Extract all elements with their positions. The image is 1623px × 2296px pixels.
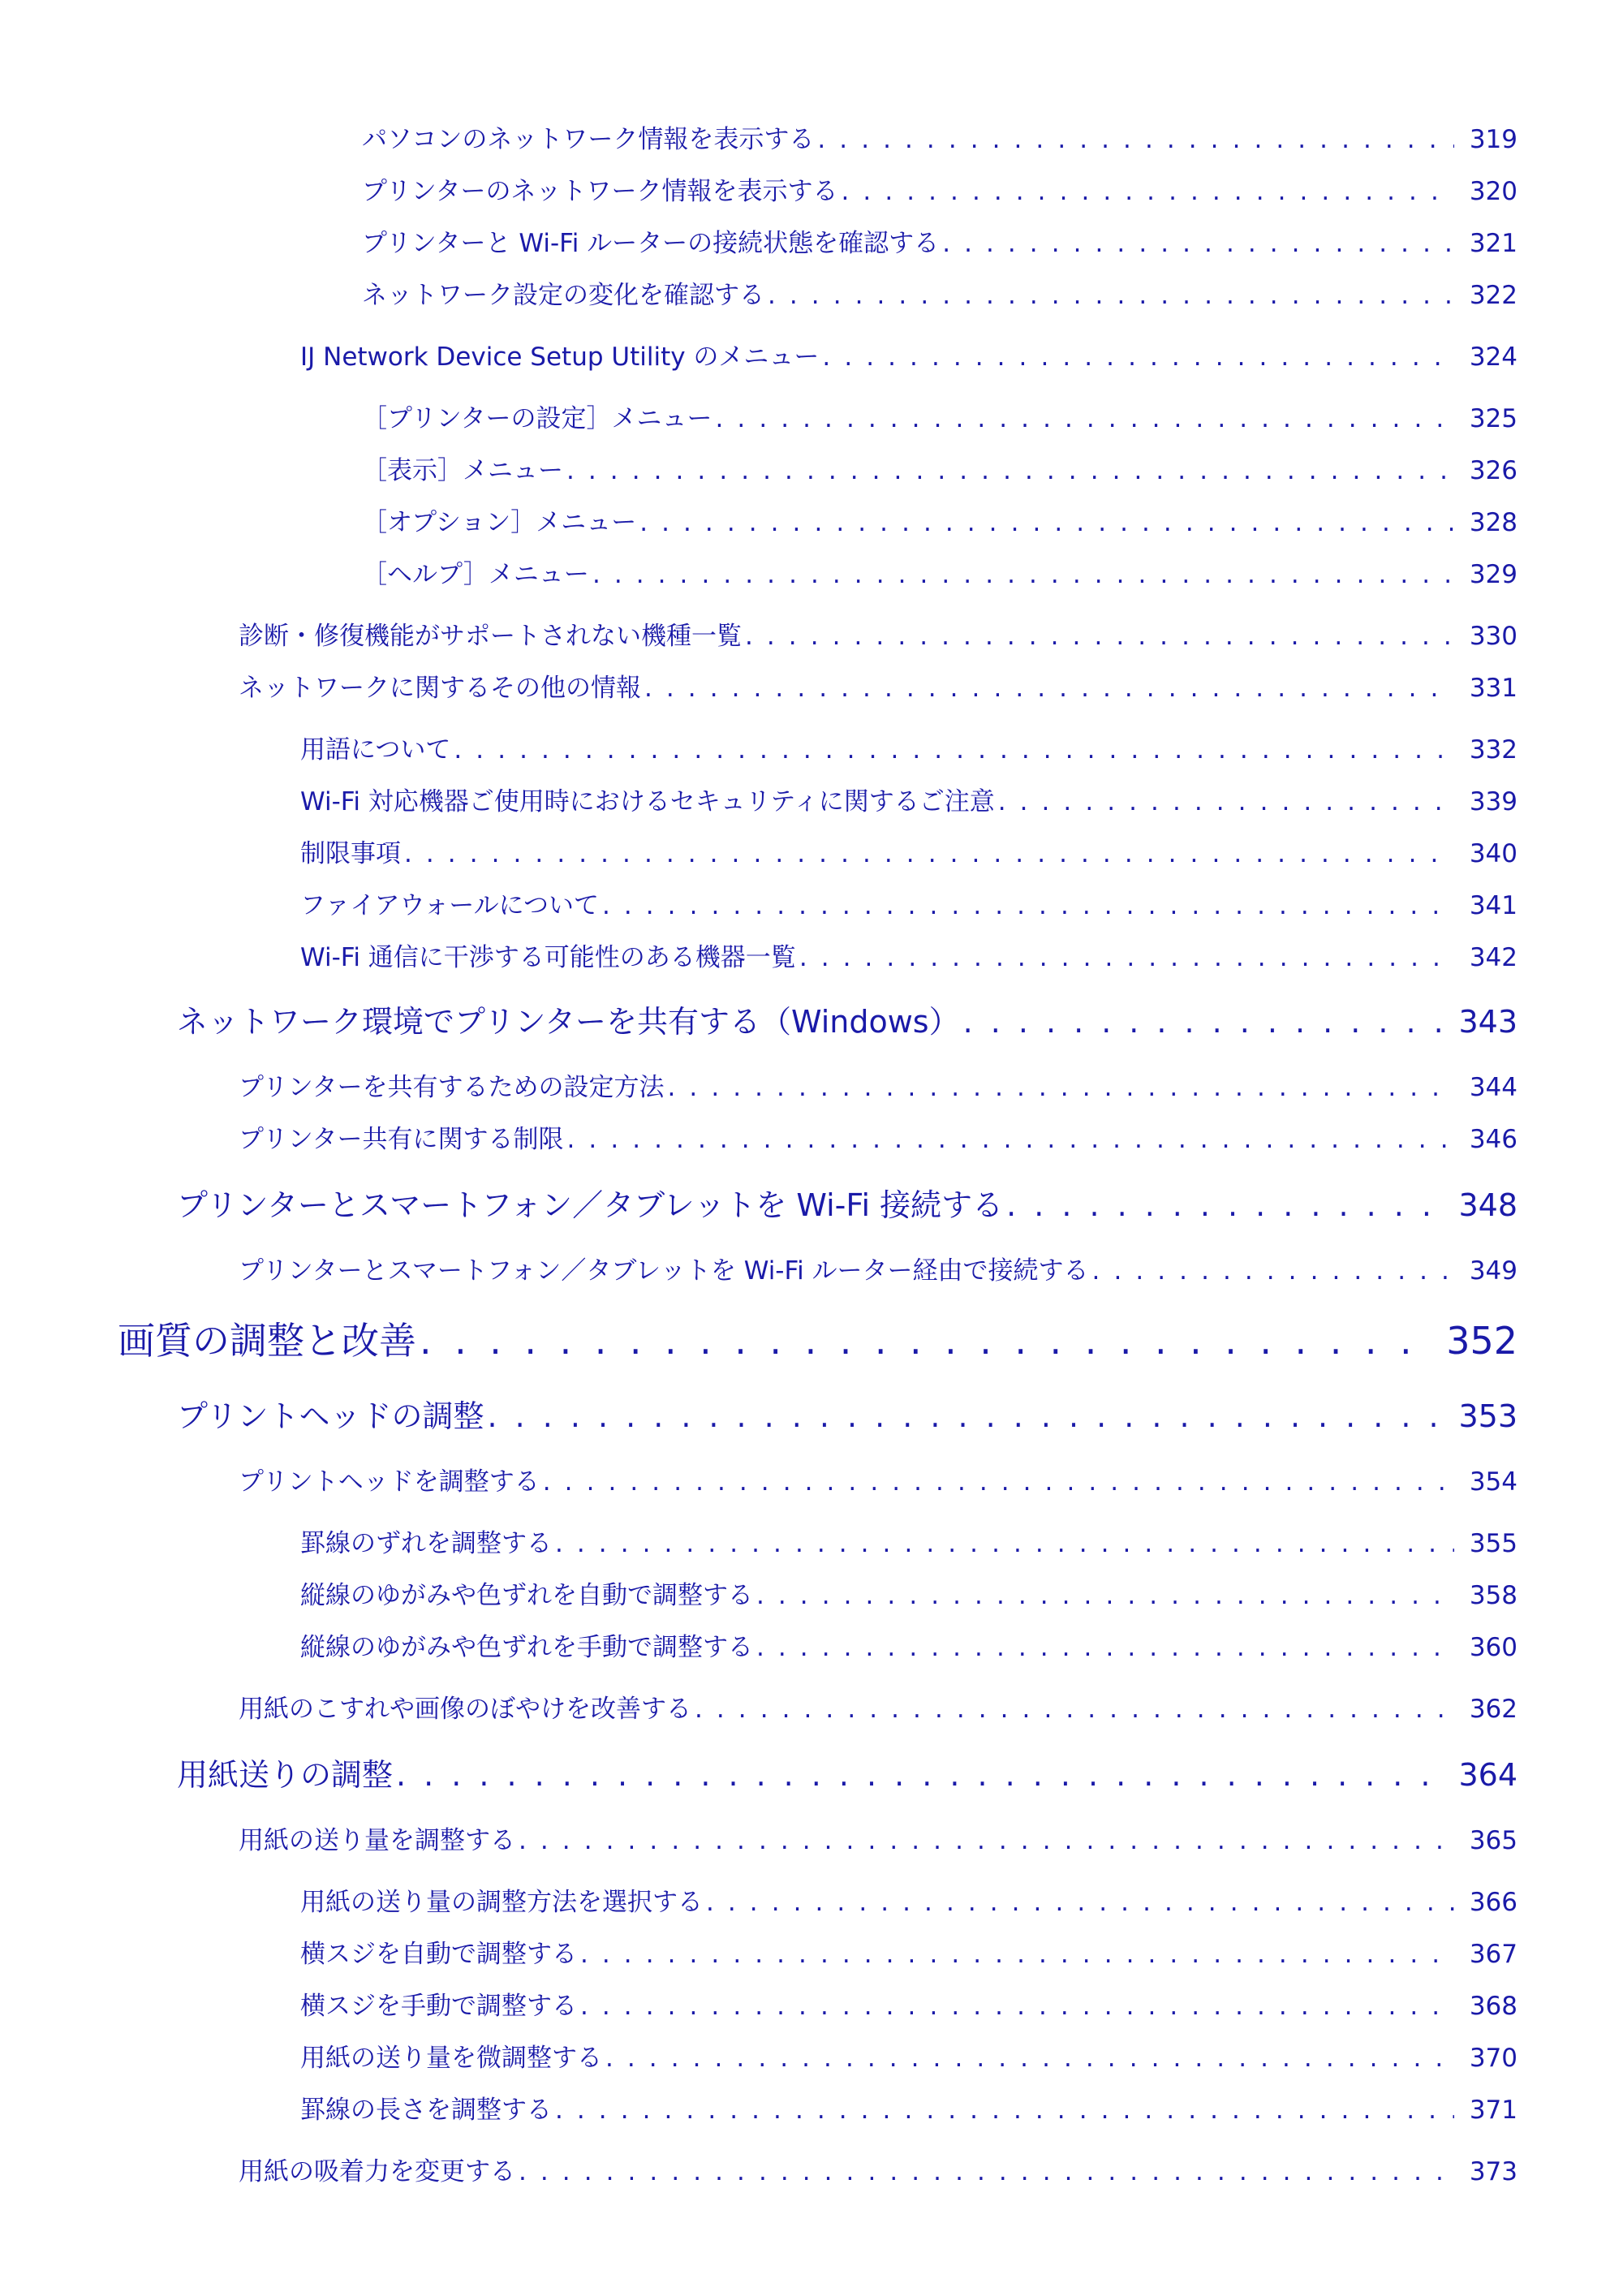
toc-entry[interactable]: [362, 222, 1518, 259]
toc-entry-page: 329: [1469, 560, 1518, 589]
toc-leader-dots: [998, 787, 1454, 816]
toc-leader-dots: [404, 839, 1454, 868]
toc-entry[interactable]: [300, 2037, 1518, 2074]
toc-entry[interactable]: [300, 1626, 1518, 1663]
toc-entry[interactable]: [177, 997, 1518, 1041]
toc-entry[interactable]: [118, 1312, 1518, 1365]
toc-entry-title: パソコンのネットワーク情報を表示する: [362, 125, 815, 154]
toc-entry-title: 用紙の吸着力を変更する: [239, 2157, 515, 2186]
toc-entry-title: ［オプション］メニュー: [362, 508, 637, 537]
toc-leader-dots: [1006, 1187, 1441, 1223]
toc-entry-page: 343: [1458, 1004, 1518, 1040]
toc-entry-title: 診断・修復機能がサポートされない機種一覧: [239, 622, 742, 651]
toc-entry-title: プリンターとスマートフォン／タブレットを Wi-Fi 接続する: [177, 1187, 1004, 1223]
toc-entry-title: Wi-Fi 通信に干渉する可能性のある機器一覧: [300, 943, 796, 972]
toc-entry[interactable]: [300, 729, 1518, 765]
toc-entry-title: プリントヘッドを調整する: [239, 1467, 540, 1497]
toc-entry-page: 339: [1469, 787, 1518, 816]
toc-entry-title: 用語について: [300, 735, 451, 765]
toc-leader-dots: [454, 735, 1454, 765]
toc-entry[interactable]: [300, 937, 1518, 973]
toc-entry[interactable]: [362, 450, 1518, 486]
toc-entry[interactable]: [177, 1180, 1518, 1225]
toc-leader-dots: [519, 1826, 1454, 1855]
toc-entry-page: 346: [1469, 1125, 1518, 1154]
toc-leader-dots: [695, 1695, 1454, 1724]
toc-leader-dots: [555, 2096, 1454, 2125]
toc-entry-title: 用紙送りの調整: [177, 1757, 394, 1793]
toc-entry-title: プリンターのネットワーク情報を表示する: [362, 177, 838, 206]
toc-leader-dots: [580, 1992, 1454, 2021]
toc-leader-dots: [605, 2044, 1454, 2073]
toc-entry[interactable]: [300, 833, 1518, 869]
toc-entry-page: 344: [1469, 1073, 1518, 1102]
toc-entry[interactable]: [300, 1881, 1518, 1918]
toc-entry[interactable]: [300, 781, 1518, 817]
toc-leader-dots: [1092, 1256, 1454, 1286]
toc-entry-title: ネットワーク設定の変化を確認する: [362, 281, 764, 310]
toc-entry[interactable]: [362, 502, 1518, 538]
toc-entry-title: 罫線の長さを調整する: [300, 2096, 552, 2125]
toc-entry[interactable]: [300, 1523, 1518, 1559]
toc-entry-title: 横スジを手動で調整する: [300, 1992, 577, 2021]
toc-leader-dots: [963, 1004, 1441, 1040]
toc-entry-page: 370: [1469, 2044, 1518, 2073]
toc-entry-page: 368: [1469, 1992, 1518, 2021]
toc-entry[interactable]: [300, 1933, 1518, 1970]
toc-entry[interactable]: [300, 2089, 1518, 2126]
toc-entry-title: ［プリンターの設定］メニュー: [362, 404, 712, 433]
toc-entry-title: 用紙の送り量を調整する: [239, 1826, 515, 1855]
toc-entry-page: 360: [1469, 1633, 1518, 1662]
toc-entry-page: 364: [1458, 1757, 1518, 1793]
toc-entry-title: 制限事項: [300, 839, 401, 868]
toc-leader-dots: [822, 342, 1454, 372]
toc-entry[interactable]: [300, 885, 1518, 921]
toc-entry-title: ネットワークに関するその他の情報: [239, 674, 641, 703]
toc-entry[interactable]: [362, 274, 1518, 311]
toc-leader-dots: [639, 508, 1454, 537]
toc-entry[interactable]: [362, 554, 1518, 590]
toc-entry-title: 罫線のずれを調整する: [300, 1529, 552, 1558]
toc-leader-dots: [768, 281, 1454, 310]
toc-leader-dots: [745, 622, 1454, 651]
toc-leader-dots: [756, 1633, 1454, 1662]
toc-entry-page: 331: [1469, 674, 1518, 703]
toc-entry-title: ファイアウォールについて: [300, 891, 599, 920]
toc-entry-page: 319: [1469, 125, 1518, 154]
toc-entry[interactable]: [300, 1574, 1518, 1611]
toc-entry-title: IJ Network Device Setup Utility のメニュー: [300, 342, 820, 372]
toc-entry-page: 341: [1469, 891, 1518, 920]
toc-entry-page: 349: [1469, 1256, 1518, 1286]
toc-leader-dots: [706, 1888, 1454, 1917]
toc-entry-page: 321: [1469, 229, 1518, 258]
toc-leader-dots: [668, 1073, 1454, 1102]
toc-leader-dots: [487, 1398, 1441, 1434]
toc-leader-dots: [543, 1467, 1454, 1497]
toc-leader-dots: [756, 1581, 1454, 1610]
toc-leader-dots: [566, 456, 1454, 485]
toc-entry-title: ［ヘルプ］メニュー: [362, 560, 589, 589]
toc-entry-title: プリントヘッドの調整: [177, 1398, 484, 1434]
toc-entry-title: ［表示］メニュー: [362, 456, 563, 485]
toc-entry-title: 縦線のゆがみや色ずれを自動で調整する: [300, 1581, 753, 1610]
toc-entry[interactable]: [177, 1391, 1518, 1436]
toc-entry-page: 342: [1469, 943, 1518, 972]
toc-entry-title: プリンターとスマートフォン／タブレットを Wi-Fi ルーター経由で接続する: [239, 1256, 1089, 1286]
toc-entry-page: 365: [1469, 1826, 1518, 1855]
toc-entry-page: 352: [1446, 1319, 1518, 1363]
toc-entry-title: 横スジを自動で調整する: [300, 1940, 577, 1969]
toc-entry-page: 373: [1469, 2157, 1518, 2186]
toc-leader-dots: [799, 943, 1454, 972]
toc-entry-title: プリンター共有に関する制限: [239, 1125, 564, 1154]
toc-entry-page: 322: [1469, 281, 1518, 310]
toc-entry-page: 358: [1469, 1581, 1518, 1610]
toc-leader-dots: [567, 1125, 1454, 1154]
toc-entry[interactable]: [177, 1750, 1518, 1794]
toc-entry-page: 355: [1469, 1529, 1518, 1558]
toc-leader-dots: [602, 891, 1454, 920]
toc-entry-page: 324: [1469, 342, 1518, 372]
toc-entry[interactable]: [239, 1461, 1518, 1497]
toc-entry-title: プリンターを共有するための設定方法: [239, 1073, 665, 1102]
toc-entry-title: 用紙の送り量を微調整する: [300, 2044, 602, 2073]
toc-entry[interactable]: [362, 170, 1518, 207]
toc-leader-dots: [842, 177, 1454, 206]
toc-entry-title: 画質の調整と改善: [118, 1319, 416, 1363]
toc-leader-dots: [555, 1529, 1454, 1558]
toc-entry[interactable]: [239, 615, 1518, 652]
toc-entry-page: 328: [1469, 508, 1518, 537]
toc-entry-page: 326: [1469, 456, 1518, 485]
toc-entry[interactable]: [300, 336, 1518, 373]
toc-entry-page: 348: [1458, 1187, 1518, 1223]
toc-leader-dots: [420, 1319, 1428, 1363]
toc-entry[interactable]: [300, 1985, 1518, 2022]
toc-entry[interactable]: [239, 667, 1518, 704]
toc-entry-page: 354: [1469, 1467, 1518, 1497]
toc-entry-title: 縦線のゆがみや色ずれを手動で調整する: [300, 1633, 753, 1662]
toc-entry-page: 320: [1469, 177, 1518, 206]
toc-leader-dots: [396, 1757, 1441, 1793]
toc-entry-page: 366: [1469, 1888, 1518, 1917]
toc-entry-title: ネットワーク環境でプリンターを共有する（Windows）: [177, 1004, 960, 1040]
toc-entry[interactable]: [362, 118, 1518, 155]
toc-leader-dots: [817, 125, 1454, 154]
toc-entry-page: 332: [1469, 735, 1518, 765]
toc-entry-page: 371: [1469, 2096, 1518, 2125]
toc-entry-title: プリンターと Wi-Fi ルーターの接続状態を確認する: [362, 229, 940, 258]
toc-leader-dots: [592, 560, 1454, 589]
toc-leader-dots: [644, 674, 1454, 703]
toc-entry-page: 325: [1469, 404, 1518, 433]
toc-entry-page: 367: [1469, 1940, 1518, 1969]
toc-leader-dots: [519, 2157, 1454, 2186]
toc-entry[interactable]: [239, 1688, 1518, 1725]
toc-entry[interactable]: [239, 2151, 1518, 2187]
toc-entry-page: 353: [1458, 1398, 1518, 1434]
toc-entry-title: 用紙のこすれや画像のぼやけを改善する: [239, 1695, 691, 1724]
toc-entry-page: 362: [1469, 1695, 1518, 1724]
toc-entry-title: Wi-Fi 対応機器ご使用時におけるセキュリティに関するご注意: [300, 787, 995, 816]
toc-leader-dots: [580, 1940, 1454, 1969]
toc-leader-dots: [716, 404, 1454, 433]
toc-entry-title: 用紙の送り量の調整方法を選択する: [300, 1888, 703, 1917]
toc-leader-dots: [942, 229, 1454, 258]
toc-entry-page: 340: [1469, 839, 1518, 868]
toc-entry[interactable]: [239, 1118, 1518, 1155]
toc-entry[interactable]: [362, 398, 1518, 434]
toc-entry[interactable]: [239, 1250, 1518, 1286]
toc-entry[interactable]: [239, 1066, 1518, 1103]
toc-entry-page: 330: [1469, 622, 1518, 651]
toc-entry[interactable]: [239, 1820, 1518, 1856]
